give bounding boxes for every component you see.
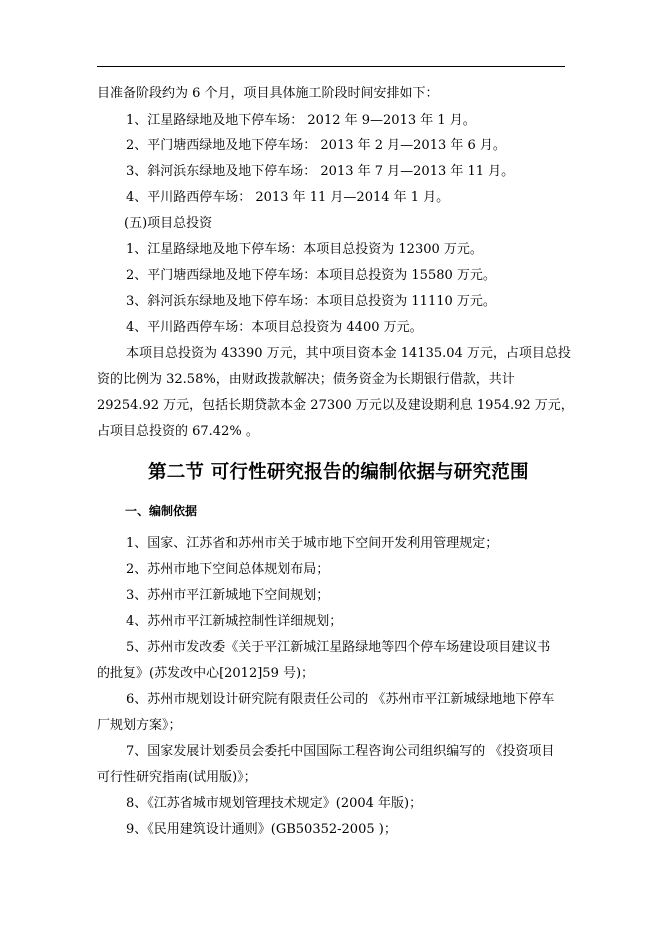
text-line: 2、平门塘西绿地及地下停车场：本项目总投资为 15580 万元。 bbox=[126, 268, 496, 283]
text-line: 2、平门塘西绿地及地下停车场： 2013 年 2 月—2013 年 6 月。 bbox=[126, 138, 506, 153]
list-item: 9、《民用建筑设计通则》(GB50352-2005 )； bbox=[126, 822, 397, 837]
text-line: 目准备阶段约为 6 个月，项目具体施工阶段时间安排如下： bbox=[97, 86, 439, 101]
text-line: 资的比例为 32.58%，由财政拨款解决；债务资金为长期银行借款，共计 bbox=[97, 372, 515, 387]
text-line: 4、平川路西停车场： 2013 年 11 月—2014 年 1 月。 bbox=[126, 190, 450, 205]
subsection-heading: 一、编制依据 bbox=[125, 504, 198, 518]
list-item: 1、国家、江苏省和苏州市关于城市地下空间开发利用管理规定； bbox=[126, 536, 499, 551]
header-rule bbox=[97, 66, 565, 67]
text-line: 占项目总投资的 67.42% 。 bbox=[97, 424, 259, 439]
list-item-continuation: 可行性研究指南(试用版)》； bbox=[97, 770, 257, 785]
list-item: 4、苏州市平江新城控制性详细规划； bbox=[126, 614, 343, 629]
text-line: 1、江星路绿地及地下停车场：本项目总投资为 12300 万元。 bbox=[126, 242, 483, 257]
text-line: 29254.92 万元，包括长期贷款本金 27300 万元以及建设期利息 1954.92 万元， bbox=[97, 398, 574, 413]
list-item-continuation: 厂规划方案》； bbox=[97, 718, 182, 733]
list-item: 6、苏州市规划设计研究院有限责任公司的 《苏州市平江新城绿地地下停车 bbox=[126, 692, 555, 707]
list-item: 2、苏州市地下空间总体规划布局； bbox=[126, 562, 330, 577]
list-item: 8、《江苏省城市规划管理技术规定》(2004 年版)； bbox=[126, 796, 423, 811]
text-line: 3、斜河浜东绿地及地下停车场： 2013 年 7 月—2013 年 11 月。 bbox=[126, 164, 515, 179]
section-title: 第二节 可行性研究报告的编制依据与研究范围 bbox=[148, 462, 529, 483]
list-item: 5、苏州市发改委《关于平江新城江星路绿地等四个停车场建设项目建议书 bbox=[126, 640, 551, 655]
list-item-continuation: 的批复》(苏发改中心[2012]59 号)； bbox=[97, 666, 315, 681]
list-item: 3、苏州市平江新城地下空间规划； bbox=[126, 588, 330, 603]
text-line: 3、斜河浜东绿地及地下停车场：本项目总投资为 11110 万元。 bbox=[126, 294, 496, 309]
text-line: 4、平川路西停车场：本项目总投资为 4400 万元。 bbox=[126, 320, 423, 335]
list-item: 7、国家发展计划委员会委托中国国际工程咨询公司组织编写的 《投资项目 bbox=[126, 744, 555, 759]
text-line: (五)项目总投资 bbox=[124, 216, 213, 231]
text-line: 1、江星路绿地及地下停车场： 2012 年 9—2013 年 1 月。 bbox=[126, 113, 476, 128]
text-line: 本项目总投资为 43390 万元，其中项目资本金 14135.04 万元，占项目总投 bbox=[126, 346, 571, 361]
